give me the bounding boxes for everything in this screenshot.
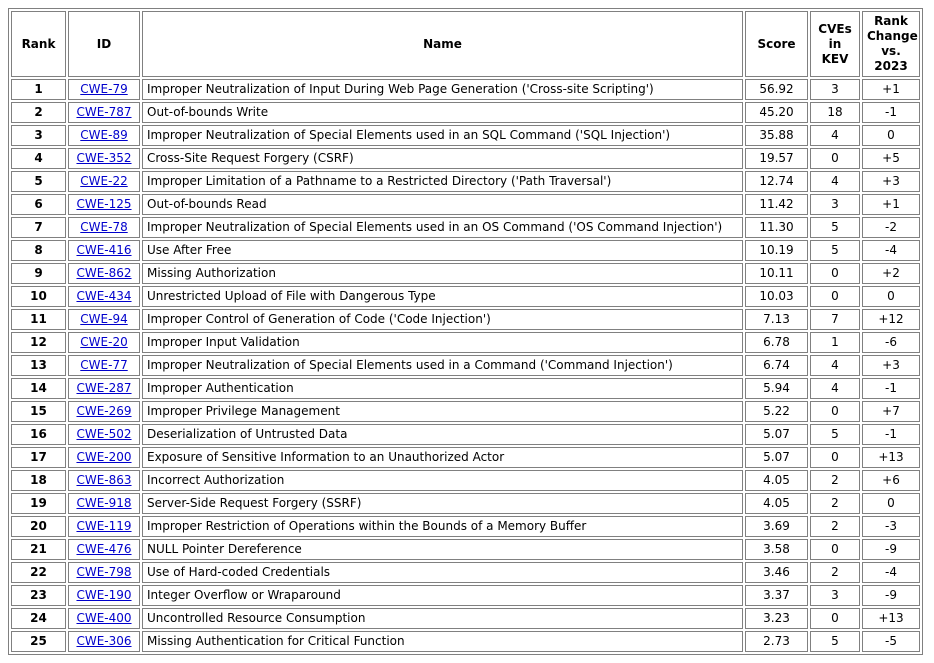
id-cell [68,263,140,284]
table-row [11,171,920,192]
kev-cell: 0 [810,286,860,307]
name-cell: Use After Free [142,240,743,261]
id-cell [68,286,140,307]
kev-cell: 2 [810,562,860,583]
table-row [11,447,920,468]
cwe-link[interactable]: CWE-190 [76,588,132,602]
name-cell: Improper Neutralization of Special Elements used in a Command ('Command Injection') [142,355,743,376]
table-row [11,309,920,330]
score-cell: 11.42 [745,194,808,215]
kev-cell: 5 [810,217,860,238]
id-cell [68,79,140,100]
name-cell: Missing Authentication for Critical Function [142,631,743,652]
rank-cell: 14 [11,378,66,399]
name-cell: Improper Control of Generation of Code ('Code Injection') [142,309,743,330]
rank-change-cell: -4 [862,562,920,583]
rank-cell: 22 [11,562,66,583]
rank-change-cell: +12 [862,309,920,330]
table-row [11,194,920,215]
score-cell: 3.58 [745,539,808,560]
id-cell [68,355,140,376]
cwe-link[interactable]: CWE-119 [76,519,132,533]
table-row [11,102,920,123]
score-cell: 5.22 [745,401,808,422]
rank-change-cell: 0 [862,125,920,146]
cwe-link[interactable]: CWE-862 [76,266,132,280]
id-cell [68,309,140,330]
cwe-link[interactable]: CWE-269 [76,404,132,418]
rank-cell: 19 [11,493,66,514]
name-cell: Uncontrolled Resource Consumption [142,608,743,629]
id-cell [68,217,140,238]
rank-change-cell: -1 [862,378,920,399]
rank-cell: 24 [11,608,66,629]
rank-change-cell: +13 [862,447,920,468]
rank-change-cell: +5 [862,148,920,169]
id-cell [68,125,140,146]
score-cell: 19.57 [745,148,808,169]
kev-cell: 4 [810,378,860,399]
id-cell [68,447,140,468]
score-cell: 45.20 [745,102,808,123]
name-cell: Incorrect Authorization [142,470,743,491]
rank-change-cell: -1 [862,102,920,123]
rank-cell: 13 [11,355,66,376]
score-cell: 6.78 [745,332,808,353]
cwe-link[interactable]: CWE-400 [76,611,132,625]
rank-change-cell: +3 [862,171,920,192]
rank-cell: 21 [11,539,66,560]
table-row [11,240,920,261]
name-cell: Cross-Site Request Forgery (CSRF) [142,148,743,169]
name-cell: Improper Neutralization of Special Elements used in an OS Command ('OS Command Injection') [142,217,743,238]
name-cell: Exposure of Sensitive Information to an Unauthorized Actor [142,447,743,468]
kev-cell: 3 [810,585,860,606]
cwe-link[interactable]: CWE-79 [80,82,128,96]
rank-cell: 17 [11,447,66,468]
kev-cell: 7 [810,309,860,330]
table-row [11,470,920,491]
rank-cell: 1 [11,79,66,100]
rank-cell: 11 [11,309,66,330]
score-cell: 5.07 [745,424,808,445]
score-cell: 6.74 [745,355,808,376]
id-cell [68,539,140,560]
kev-cell: 5 [810,240,860,261]
rank-change-cell: +3 [862,355,920,376]
name-cell: Unrestricted Upload of File with Dangerous Type [142,286,743,307]
rank-cell: 20 [11,516,66,537]
name-cell: Out-of-bounds Read [142,194,743,215]
id-cell [68,171,140,192]
cwe-link[interactable]: CWE-502 [76,427,132,441]
rank-change-cell: -2 [862,217,920,238]
table-row [11,125,920,146]
score-cell: 2.73 [745,631,808,652]
id-cell [68,102,140,123]
rank-cell: 6 [11,194,66,215]
column-header-score: Score [745,11,808,77]
id-cell [68,493,140,514]
cwe-link[interactable]: CWE-434 [76,289,132,303]
score-cell: 10.11 [745,263,808,284]
id-cell [68,585,140,606]
id-cell [68,148,140,169]
name-cell: Use of Hard-coded Credentials [142,562,743,583]
column-header-change: Rank Change vs. 2023 [862,11,920,77]
cwe-link[interactable]: CWE-476 [76,542,132,556]
score-cell: 5.94 [745,378,808,399]
rank-change-cell: +6 [862,470,920,491]
rank-change-cell: -4 [862,240,920,261]
id-cell [68,562,140,583]
rank-change-cell: -6 [862,332,920,353]
rank-change-cell: +2 [862,263,920,284]
kev-cell: 5 [810,631,860,652]
kev-cell: 3 [810,79,860,100]
table-row [11,79,920,100]
kev-cell: 1 [810,332,860,353]
rank-cell: 5 [11,171,66,192]
rank-change-cell: +13 [862,608,920,629]
rank-change-cell: -9 [862,585,920,606]
rank-cell: 7 [11,217,66,238]
table-body [11,79,920,652]
rank-cell: 9 [11,263,66,284]
table-header-row [11,11,920,77]
table-row [11,217,920,238]
kev-cell: 0 [810,263,860,284]
rank-change-cell: 0 [862,493,920,514]
name-cell: NULL Pointer Dereference [142,539,743,560]
table-row [11,562,920,583]
score-cell: 10.19 [745,240,808,261]
column-header-name: Name [142,11,743,77]
id-cell [68,194,140,215]
name-cell: Improper Privilege Management [142,401,743,422]
cwe-link[interactable]: CWE-20 [80,335,128,349]
id-cell [68,424,140,445]
column-header-kev: CVEs in KEV [810,11,860,77]
id-cell [68,470,140,491]
id-cell [68,401,140,422]
kev-cell: 0 [810,539,860,560]
score-cell: 3.37 [745,585,808,606]
score-cell: 12.74 [745,171,808,192]
rank-cell: 2 [11,102,66,123]
name-cell: Deserialization of Untrusted Data [142,424,743,445]
cwe-link[interactable]: CWE-918 [76,496,132,510]
kev-cell: 5 [810,424,860,445]
cwe-link[interactable]: CWE-287 [76,381,132,395]
table-row [11,332,920,353]
cwe-link[interactable]: CWE-798 [76,565,132,579]
table-row [11,263,920,284]
kev-cell: 0 [810,608,860,629]
kev-cell: 3 [810,194,860,215]
table-row [11,355,920,376]
cwe-link[interactable]: CWE-89 [80,128,128,142]
table-row [11,401,920,422]
kev-cell: 2 [810,493,860,514]
name-cell: Improper Authentication [142,378,743,399]
name-cell: Improper Restriction of Operations within the Bounds of a Memory Buffer [142,516,743,537]
rank-cell: 4 [11,148,66,169]
score-cell: 4.05 [745,493,808,514]
table-row [11,424,920,445]
rank-cell: 3 [11,125,66,146]
rank-cell: 18 [11,470,66,491]
cwe-link[interactable]: CWE-94 [80,312,128,326]
table-row [11,493,920,514]
kev-cell: 0 [810,447,860,468]
cwe-link[interactable]: CWE-863 [76,473,132,487]
kev-cell: 2 [810,470,860,491]
rank-cell: 10 [11,286,66,307]
name-cell: Improper Neutralization of Special Elements used in an SQL Command ('SQL Injection') [142,125,743,146]
name-cell: Out-of-bounds Write [142,102,743,123]
score-cell: 56.92 [745,79,808,100]
id-cell [68,332,140,353]
rank-cell: 15 [11,401,66,422]
table-row [11,286,920,307]
table-row [11,539,920,560]
rank-change-cell: -5 [862,631,920,652]
kev-cell: 4 [810,125,860,146]
cwe-link[interactable]: CWE-787 [76,105,132,119]
cwe-link[interactable]: CWE-352 [76,151,132,165]
rank-change-cell: +1 [862,79,920,100]
rank-cell: 23 [11,585,66,606]
id-cell [68,378,140,399]
kev-cell: 4 [810,355,860,376]
table-row [11,378,920,399]
rank-change-cell: -9 [862,539,920,560]
cwe-link[interactable]: CWE-416 [76,243,132,257]
cwe-link[interactable]: CWE-200 [76,450,132,464]
table-row [11,585,920,606]
score-cell: 3.69 [745,516,808,537]
cwe-link[interactable]: CWE-78 [80,220,128,234]
table-row [11,631,920,652]
score-cell: 5.07 [745,447,808,468]
rank-cell: 25 [11,631,66,652]
cwe-link[interactable]: CWE-125 [76,197,132,211]
column-header-id: ID [68,11,140,77]
rank-cell: 12 [11,332,66,353]
score-cell: 10.03 [745,286,808,307]
cwe-link[interactable]: CWE-22 [80,174,128,188]
table-row [11,148,920,169]
kev-cell: 0 [810,401,860,422]
rank-change-cell: +1 [862,194,920,215]
name-cell: Missing Authorization [142,263,743,284]
score-cell: 11.30 [745,217,808,238]
rank-change-cell: -3 [862,516,920,537]
score-cell: 3.46 [745,562,808,583]
kev-cell: 0 [810,148,860,169]
score-cell: 7.13 [745,309,808,330]
id-cell [68,516,140,537]
cwe-top25-table [8,8,923,655]
rank-change-cell: 0 [862,286,920,307]
score-cell: 3.23 [745,608,808,629]
score-cell: 35.88 [745,125,808,146]
cwe-link[interactable]: CWE-306 [76,634,132,648]
rank-cell: 16 [11,424,66,445]
column-header-rank: Rank [11,11,66,77]
table-row [11,516,920,537]
name-cell: Improper Input Validation [142,332,743,353]
rank-change-cell: +7 [862,401,920,422]
cwe-link[interactable]: CWE-77 [80,358,128,372]
score-cell: 4.05 [745,470,808,491]
kev-cell: 2 [810,516,860,537]
id-cell [68,631,140,652]
rank-cell: 8 [11,240,66,261]
id-cell [68,240,140,261]
name-cell: Server-Side Request Forgery (SSRF) [142,493,743,514]
rank-change-cell: -1 [862,424,920,445]
name-cell: Improper Neutralization of Input During Web Page Generation ('Cross-site Scripting') [142,79,743,100]
kev-cell: 18 [810,102,860,123]
name-cell: Integer Overflow or Wraparound [142,585,743,606]
name-cell: Improper Limitation of a Pathname to a Restricted Directory ('Path Traversal') [142,171,743,192]
kev-cell: 4 [810,171,860,192]
